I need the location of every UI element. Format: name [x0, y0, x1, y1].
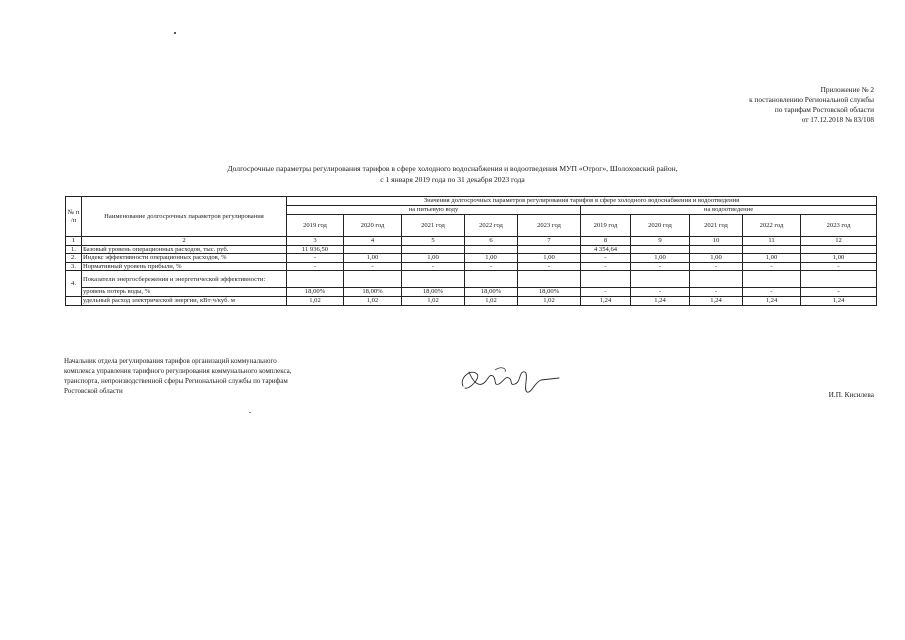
row-name: Нормативный уровень прибыли, % — [82, 262, 287, 271]
table-row — [66, 254, 877, 263]
year-header: 2020 год — [344, 215, 402, 237]
cell-value: 18,00% — [465, 288, 518, 297]
appendix-reference — [749, 85, 874, 125]
table-row — [66, 271, 877, 288]
scan-speck — [174, 32, 176, 34]
cell-value: 1,00 — [801, 254, 877, 263]
column-number: 7 — [518, 237, 581, 246]
appendix-line: Приложение № 2 — [820, 85, 874, 94]
year-header: 2019 год — [581, 215, 631, 237]
cell-value: 1,24 — [743, 296, 801, 305]
row-name: Показатели энергосбережения и энергетической эффективности: — [82, 271, 287, 288]
cell-value — [801, 271, 877, 288]
cell-value: - — [402, 262, 465, 271]
cell-value: 1,02 — [287, 296, 344, 305]
table-row — [66, 262, 877, 271]
column-number: 11 — [743, 237, 801, 246]
cell-value — [344, 245, 402, 254]
cell-value: - — [631, 262, 690, 271]
column-number: 4 — [344, 237, 402, 246]
cell-value — [465, 245, 518, 254]
title-line: с 1 января 2019 года по 31 декабря 2023 года — [380, 175, 525, 184]
appendix-line: по тарифам Ростовской области — [774, 105, 874, 114]
row-number — [66, 296, 82, 305]
cell-value: - — [690, 288, 743, 297]
cell-value: - — [518, 262, 581, 271]
table-row — [66, 288, 877, 297]
cell-value: 1,02 — [344, 296, 402, 305]
cell-value: - — [743, 288, 801, 297]
cell-value — [743, 245, 801, 254]
cell-value: 4 354,64 — [581, 245, 631, 254]
cell-value — [631, 245, 690, 254]
header-num: № п /п — [66, 197, 82, 237]
cell-value — [465, 271, 518, 288]
year-header: 2019 год — [287, 215, 344, 237]
cell-value: 1,00 — [743, 254, 801, 263]
cell-value: - — [581, 254, 631, 263]
signatory-name: И.П. Кисилева — [828, 390, 874, 399]
cell-value: 1,02 — [402, 296, 465, 305]
cell-value — [631, 271, 690, 288]
cell-value — [402, 271, 465, 288]
cell-value: - — [631, 288, 690, 297]
header-group-water: на питьевую воду — [287, 206, 581, 215]
appendix-line: к постановлению Региональной службы — [749, 95, 874, 104]
row-number: 1. — [66, 245, 82, 254]
cell-value: - — [287, 254, 344, 263]
cell-value: 18,00% — [518, 288, 581, 297]
cell-value: 1,00 — [518, 254, 581, 263]
column-number: 12 — [801, 237, 877, 246]
row-number: 3. — [66, 262, 82, 271]
parameters-table — [65, 196, 877, 306]
year-header: 2020 год — [631, 215, 690, 237]
cell-value — [344, 271, 402, 288]
column-number: 8 — [581, 237, 631, 246]
year-header: 2021 год — [402, 215, 465, 237]
position-line: комплекса управления тарифного регулирования коммунального комплекса, — [64, 367, 292, 375]
row-name: удельный расход электрической энергии, кВт·ч/куб. м — [82, 296, 287, 305]
cell-value: 1,24 — [581, 296, 631, 305]
cell-value: - — [581, 288, 631, 297]
cell-value — [690, 271, 743, 288]
table-row — [66, 296, 877, 305]
appendix-line: от 17.12.2018 № 83/108 — [801, 115, 874, 124]
signatory-position — [64, 356, 292, 396]
position-line: транспорта, непроизводственной сферы Региональной службы по тарифам — [64, 377, 288, 385]
cell-value: - — [801, 262, 877, 271]
cell-value — [287, 271, 344, 288]
cell-value: 1,00 — [402, 254, 465, 263]
cell-value: - — [690, 262, 743, 271]
position-line: Ростовской области — [64, 387, 123, 395]
header-values: Значения долгосрочных параметров регулирования тарифов в сфере холодного водоснабжения и водоотведения — [287, 197, 877, 206]
cell-value: - — [743, 262, 801, 271]
row-number: 2. — [66, 254, 82, 263]
cell-value: 1,00 — [690, 254, 743, 263]
cell-value: 1,02 — [465, 296, 518, 305]
cell-value — [801, 245, 877, 254]
row-name: Базовый уровень операционных расходов, тыс. руб. — [82, 245, 287, 254]
year-header: 2023 год — [801, 215, 877, 237]
scan-speck — [249, 412, 251, 413]
column-number: 5 — [402, 237, 465, 246]
cell-value: 1,24 — [631, 296, 690, 305]
cell-value: 18,00% — [402, 288, 465, 297]
cell-value: 1,02 — [518, 296, 581, 305]
cell-value: 1,00 — [465, 254, 518, 263]
cell-value — [402, 245, 465, 254]
cell-value: - — [801, 288, 877, 297]
cell-value: - — [287, 262, 344, 271]
cell-value: - — [465, 262, 518, 271]
cell-value — [690, 245, 743, 254]
column-number: 1 — [66, 237, 82, 246]
table-row — [66, 245, 877, 254]
column-number: 2 — [82, 237, 287, 246]
column-number: 3 — [287, 237, 344, 246]
cell-value — [743, 271, 801, 288]
document-title — [0, 163, 905, 185]
column-number: 10 — [690, 237, 743, 246]
year-header: 2022 год — [743, 215, 801, 237]
column-number: 6 — [465, 237, 518, 246]
cell-value: 18,00% — [344, 288, 402, 297]
row-number: 4. — [66, 271, 82, 297]
year-header: 2022 год — [465, 215, 518, 237]
year-header: 2021 год — [690, 215, 743, 237]
cell-value: - — [581, 262, 631, 271]
handwritten-signature — [455, 360, 565, 396]
column-number: 9 — [631, 237, 690, 246]
cell-value — [581, 271, 631, 288]
cell-value: - — [344, 262, 402, 271]
header-name: Наименование долгосрочных параметров регулирования — [82, 197, 287, 237]
cell-value: 1,24 — [690, 296, 743, 305]
row-name: Индекс эффективности операционных расходов, % — [82, 254, 287, 263]
header-group-sewerage: на водоотведение — [581, 206, 877, 215]
title-line: Долгосрочные параметры регулирования тарифов в сфере холодного водоснабжения и водоотведения МУП «Отрог», Шолоховский район, — [227, 164, 678, 173]
cell-value: 11 936,50 — [287, 245, 344, 254]
year-header: 2023 год — [518, 215, 581, 237]
row-name: уровень потерь воды, % — [82, 288, 287, 297]
cell-value — [518, 245, 581, 254]
cell-value — [518, 271, 581, 288]
cell-value: 1,24 — [801, 296, 877, 305]
position-line: Начальник отдела регулирования тарифов организаций коммунального — [64, 357, 277, 365]
cell-value: 1,00 — [631, 254, 690, 263]
cell-value: 1,00 — [344, 254, 402, 263]
cell-value: 18,00% — [287, 288, 344, 297]
